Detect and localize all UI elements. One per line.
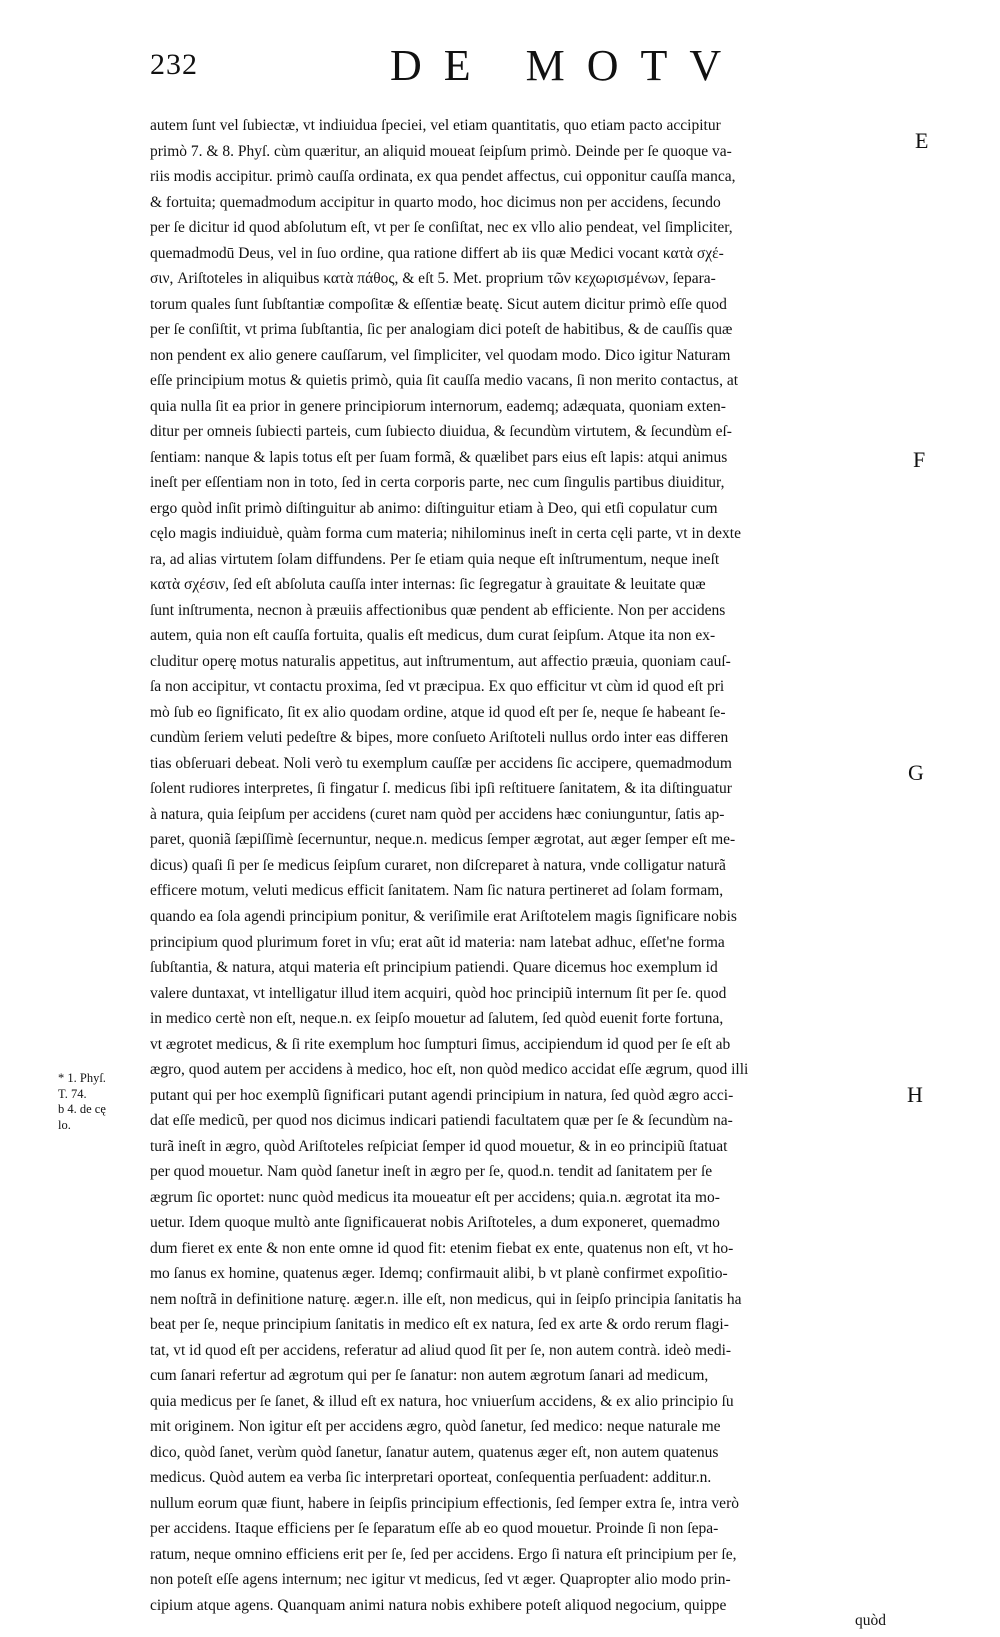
text-line: mo ſanus ex homine, quatenus æger. Idemq; confirmauit alibi, b vt planè confirmet expoſitio- — [150, 1265, 728, 1283]
text-line: cum ſanari refertur ad ægrotum qui per ſe ſanatur: non autem ægrotum ſanari ad medicum, — [150, 1367, 709, 1385]
text-line: uetur. Idem quoque multò ante ſignificauerat nobis Ariſtoteles, a dum exponeret, quemadmo — [150, 1214, 720, 1232]
text-line: medicus. Quòd autem ea verba ſic interpretari oporteat, conſequentia perſuadent: additur.n. — [150, 1469, 712, 1487]
text-line: turã ineſt in ægro, quòd Ariſtoteles reſpiciat ſemper id quod mouetur, & in eo principiũ ſtatuat — [150, 1137, 728, 1155]
text-line: mò ſub eo ſignificato, ſit ex alio quodam ordine, atque id quod eſt per ſe, neque ſe habeant ſe- — [150, 703, 726, 721]
text-line: paret, quoniã ſæpiſſimè ſecernuntur, neque.n. medicus ſemper ægrotat, aut æger ſemper eſt me- — [150, 831, 736, 849]
text-line: per ſe conſiſtit, vt prima ſubſtantia, ſic per analogiam dici poteſt de habitibus, & de cauſſis quæ — [150, 321, 733, 339]
signature-mark-e: E — [915, 128, 929, 153]
text-line: cundùm ſeriem veluti pedeſtre & bipes, more conſueto Ariſtoteli nullus ordo inter eas differen — [150, 729, 729, 747]
text-line: quando ea ſola agendi principium ponitur, & veriſimile erat Ariſtotelem magis ſignificare nobis — [150, 907, 737, 925]
text-line: ſubſtantia, & natura, atqui materia eſt principium patiendi. Quare dicemus hoc exemplum id — [150, 959, 718, 977]
text-line: σιν, Ariſtoteles in aliquibus κατὰ πάθος, & eſt 5. Met. proprium τῶν κεχωρισμένων, ſepara- — [150, 270, 716, 288]
text-line: vt ægrotet medicus, & ſi rite exemplum hoc ſumpturi ſimus, accipiendum id quod per ſe eſt ab — [150, 1035, 731, 1053]
signature-mark-g: G — [908, 760, 924, 785]
text-line: κατὰ σχέσιν, ſed eſt abſoluta cauſſa inter internas: ſic ſegregatur à grauitate & leuitate quæ — [150, 576, 706, 594]
margin-note: * 1. Phyſ. — [58, 1071, 106, 1085]
text-line: ægro, quod autem per accidens à medico, hoc eſt, non quòd medico accidat eſſe ægrum, quod illi — [150, 1061, 749, 1079]
text-line: dicus) quaſi ſi per ſe medicus ſeipſum curaret, non diſcreparet à natura, vnde colligatur naturã — [150, 856, 726, 874]
text-line: ægrum ſic oportet: nunc quòd medicus ita moueatur eſt per accidens; quia.n. ægrotat ita mo- — [150, 1188, 720, 1206]
text-line: riis modis accipitur. primò cauſſa ordinata, ex qua pendet affectus, cui opponitur cauſſa manca, — [150, 168, 736, 186]
body-text — [150, 113, 910, 1618]
text-line: cluditur operę motus naturalis appetitus, aut inſtrumentum, aut affectio præuia, quoniam cauſ- — [150, 652, 731, 670]
text-line: per ſe dicitur id quod abſolutum eſt, vt per ſe conſiſtat, nec ex vllo alio pendeat, vel ſimpliciter, — [150, 219, 733, 237]
text-line: torum quales ſunt ſubſtantiæ compoſitæ & eſſentiæ beatę. Sicut autem dicitur primò eſſe quod — [150, 295, 727, 313]
text-line: dico, quòd ſanet, verùm quòd ſanetur, ſanatur autem, quatenus æger eſt, non autem quatenus — [150, 1443, 719, 1461]
margin-note: T. 74. — [58, 1086, 87, 1101]
text-line: ſentiam: nanque & lapis totus eſt per ſuam formã, & quælibet pars eius eſt lapis: atqui animus — [150, 448, 728, 466]
page-number: 232 — [150, 48, 198, 81]
text-line: & fortuita; quemadmodum accipitur in quarto modo, hoc dicimus non per accidens, ſecundo — [150, 193, 721, 211]
text-line: efficere motum, veluti medicus efficit ſanitatem. Nam ſic natura pertineret ad ſolam formam, — [150, 882, 724, 900]
text-line: non poteſt eſſe agens internum; nec igitur vt medicus, ſed vt æger. Quapropter alio modo prin- — [150, 1571, 731, 1589]
margin-notes — [58, 1071, 148, 1133]
text-line: quia medicus per ſe ſanet, & illud eſt ex natura, hoc vniuerſum accidens, & ex alio principio ſu — [150, 1392, 734, 1410]
text-line: autem, quia non eſt cauſſa fortuita, qualis eſt medicus, dum curat ſeipſum. Atque ita non ex- — [150, 627, 716, 645]
text-line: valere duntaxat, vt intelligatur illud item acquiri, quòd hoc principiũ internum ſit per ſe. quod — [150, 984, 727, 1002]
text-line: dat eſſe medicũ, per quod nos dicimus indicari patiendi facultatem quæ per ſe & ſecundùm na- — [150, 1112, 733, 1130]
text-line: primò 7. & 8. Phyſ. cùm quæritur, an aliquid moueat ſeipſum primò. Deinde per ſe quoque va- — [150, 142, 732, 160]
text-line: cęlo magis indiuiduè, quàm forma cum materia; nihilominus ineſt in certa cęli parte, vt in dexte — [150, 525, 741, 543]
text-line: tat, vt id quod eſt per accidens, referatur ad aliud quod ſit per ſe, non autem contrà. ideò medi- — [150, 1341, 732, 1359]
text-line: principium quod plurimum foret in vſu; erat aũt id materia: nam latebat adhuc, eſſet'ne forma — [150, 933, 725, 951]
text-line: non pendent ex alio genere cauſſarum, vel ſimpliciter, vel quodam modo. Dico igitur Naturam — [150, 346, 731, 364]
margin-note: lo. — [58, 1117, 71, 1132]
text-line: beat per ſe, neque principium ſanitatis in medico eſt ex natura, ſed ex arte & ordo rerum flagi- — [150, 1316, 729, 1334]
signature-mark-f: F — [913, 447, 926, 472]
running-title: DE MOTV — [390, 41, 744, 90]
text-line: cipium atque agens. Quanquam animi natura nobis exhibere poteſt aliquod negocium, quippe — [150, 1596, 727, 1614]
text-line: ſunt inſtrumenta, necnon à præuiis affectionibus quæ pendent ab efficiente. Non per accidens — [150, 601, 726, 619]
text-line: tias obſeruari debeat. Noli verò tu exemplum cauſſæ per accidens ſic accipere, quemadmodum — [150, 754, 732, 772]
text-line: ratum, neque omnino efficiens erit per ſe, ſed per accidens. Ergo ſi natura eſt principium per ſe, — [150, 1545, 737, 1563]
text-line: ergo quòd inſit primò diſtinguitur ab animo: diſtinguitur etiam à Deo, qui etſi copulatur cum — [150, 499, 718, 517]
text-line: dum fieret ex ente & non ente omne id quod fit: etenim fiebat ex ente, quatenus non eſt, vt ho- — [150, 1239, 734, 1257]
catchword: quòd — [855, 1612, 886, 1629]
text-line: quemadmodū Deus, vel in ſuo ordine, qua ratione differt ab iis quæ Medici vocant κατὰ σχέ- — [150, 244, 724, 262]
margin-note: b 4. de cę — [58, 1102, 106, 1116]
text-line: mit originem. Non igitur eſt per accidens ægro, quòd ſanetur, ſed medico: neque naturale me — [150, 1418, 721, 1436]
text-line: ineſt per eſſentiam non in toto, ſed in certa corporis parte, nec cum ſingulis partibus diuiditur, — [150, 474, 725, 492]
text-line: ra, ad alias virtutem ſolam diffundens. Per ſe etiam quia neque eſt inſtrumentum, neque ineſt — [150, 550, 720, 568]
text-line: à natura, quia ſeipſum per accidens (curet nam quòd per accidens hæc coniunguntur, ſatis ap- — [150, 805, 725, 823]
text-line: nem noſtrã in definitione naturę. æger.n. ille eſt, non medicus, qui in ſeipſo principia ſanitatis ha — [150, 1290, 742, 1308]
text-line: in medico certè non eſt, neque.n. ex ſeipſo mouetur ad ſalutem, ſed quòd euenit forte fortuna, — [150, 1010, 724, 1028]
signature-mark-h: H — [907, 1082, 923, 1107]
text-line: putant qui per hoc exemplũ ſignificari putant agendi principium in natura, ſed quòd ægro acci- — [150, 1086, 734, 1104]
text-line: quia nulla ſit ea prior in genere principiorum internorum, eademq; adæquata, quoniam exten- — [150, 397, 726, 415]
text-line: autem ſunt vel ſubiectæ, vt indiuidua ſpeciei, vel etiam quantitatis, quo etiam pacto accipitur — [150, 117, 721, 134]
text-line: nullum eorum quæ fiunt, habere in ſeipſis principium effectionis, ſed ſemper extra ſe, intra verò — [150, 1494, 739, 1512]
text-line: eſſe principium motus & quietis primò, quia ſit cauſſa medio vacans, ſi non merito contactus, at — [150, 372, 739, 390]
text-line: ſolent rudiores interpretes, ſi fingatur ſ. medicus ſibi ipſi reſtituere ſanitatem, & ita diſtinguatur — [150, 780, 732, 798]
text-line: ditur per omneis ſubiecti parteis, cum ſubiecto diuidua, & ſecundùm virtutem, & ſecundùm eſ- — [150, 423, 732, 441]
text-line: per accidens. Itaque efficiens per ſe ſeparatum eſſe ab eo quod mouetur. Proinde ſi non ſepa- — [150, 1520, 719, 1538]
text-line: ſa non accipitur, vt contactu proxima, ſed vt præcipua. Ex quo efficitur vt cùm id quod eſt pri — [150, 678, 725, 696]
text-line: per quod mouetur. Nam quòd ſanetur ineſt in ægro per ſe, quod.n. tendit ad ſanitatem per ſe — [150, 1163, 713, 1181]
